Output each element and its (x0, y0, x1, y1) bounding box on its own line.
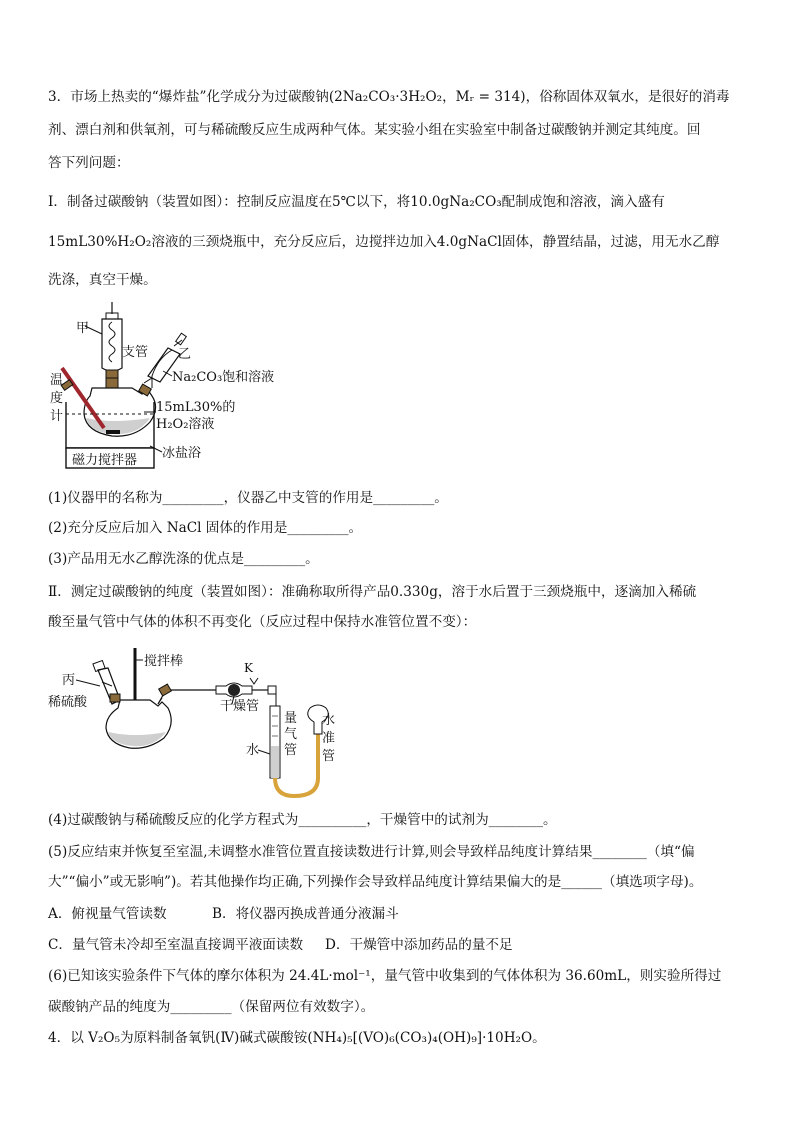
label-acid: 稀硫酸 (48, 695, 88, 710)
label-level-2: 准 (322, 731, 336, 746)
question-4: (4)过碳酸钠与稀硫酸反应的化学方程式为__________，干燥管中的试剂为________。 (48, 812, 557, 828)
label-level-3: 管 (322, 749, 336, 764)
question-4-header: 4．以 V₂O₅为原料制备氧钒(Ⅳ)碱式碳酸铵(NH₄)₅[(VO)₆(CO₃)₄(OH)₉]·10H₂O。 (48, 1030, 546, 1046)
q3-intro-line-1: 3．市场上热卖的“爆炸盐”化学成分为过碳酸钠(2Na₂CO₃·3H₂O₂，Mᵣ = 314)，俗称固体双氧水，是很好的消毒 (48, 89, 730, 105)
label-water: 水 (246, 743, 260, 758)
label-level-1: 水 (322, 713, 336, 728)
label-gas-3: 管 (284, 743, 298, 758)
measurement-apparatus-diagram (40, 646, 360, 801)
question-5-line-1: (5)反应结束并恢复至室温,未调整水准管位置直接读数进行计算,则会导致样品纯度计算结果________（填“偏 (48, 844, 695, 860)
part2-line-2: 酸至量气管中气体的体积不再变化（反应过程中保持水准管位置不变）： (48, 614, 477, 630)
part1-line-3: 洗涤，真空干燥。 (48, 272, 157, 288)
question-3: (3)产品用无水乙醇洗涤的优点是_________。 (48, 551, 319, 567)
label-na2co3: Na₂CO₃饱和溶液 (172, 370, 275, 385)
question-6-line-1: (6)已知该实验条件下气体的摩尔体积为 24.4L·mol⁻¹，量气管中收集到的气体体积为 36.60mL，则实验所得过 (48, 968, 722, 984)
option-b: B．将仪器丙换成普通分液漏斗 (212, 906, 399, 922)
label-thermo-1: 温 (50, 373, 64, 388)
label-rod: 搅拌棒 (144, 654, 184, 669)
question-1: (1)仪器甲的名称为_________，仪器乙中支管的作用是_________。 (48, 490, 448, 506)
option-a: A．俯视量气管读数 (48, 906, 167, 922)
part2-line-1: Ⅱ．测定过碳酸钠的纯度（装置如图）：准确称取所得产品0.330g，溶于水后置于三颈烧瓶中，逐滴加入稀硫 (48, 584, 697, 600)
label-h2o2-1: 15mL30%的 (156, 400, 236, 415)
question-2: (2)充分反应后加入 NaCl 固体的作用是_________。 (48, 520, 363, 536)
label-bing: 丙 (62, 673, 76, 688)
label-stirrer: 磁力搅拌器 (72, 453, 138, 468)
label-zhiguan: 支管 (122, 345, 149, 360)
part1-line-2: 15mL30%H₂O₂溶液的三颈烧瓶中，充分反应后，边搅拌边加入4.0gNaCl固体，静置结晶，过滤，用无水乙醇 (48, 234, 720, 250)
part1-line-1: Ⅰ．制备过碳酸钠（装置如图）：控制反应温度在5℃以下，将10.0gNa₂CO₃配制成饱和溶液，滴入盛有 (48, 194, 665, 210)
label-h2o2-2: H₂O₂溶液 (156, 417, 215, 432)
label-k: K (244, 661, 253, 675)
label-gas-2: 气 (284, 727, 298, 742)
label-jia: 甲 (76, 321, 90, 336)
question-6-line-2: 碳酸钠产品的纯度为_________（保留两位有效数字）。 (48, 999, 375, 1015)
option-d: D．干燥管中添加药品的量不足 (325, 937, 513, 953)
label-gas-1: 量 (284, 711, 298, 726)
q3-intro-line-3: 答下列问题： (48, 155, 130, 171)
question-5-line-2: 大”“偏小”或无影响”)。若其他操作均正确,下列操作会导致样品纯度计算结果偏大的是______（填选项字母)。 (48, 874, 703, 890)
option-c: C．量气管未冷却至室温直接调平液面读数 (48, 937, 304, 953)
label-yi: 乙 (178, 347, 192, 362)
preparation-apparatus-diagram (40, 298, 300, 473)
label-thermo-3: 计 (50, 409, 64, 424)
label-dryer: 干燥管 (220, 699, 260, 714)
label-thermo-2: 度 (50, 391, 64, 406)
q3-intro-line-2: 剂、漂白剂和供氧剂，可与稀硫酸反应生成两种气体。某实验小组在实验室中制备过碳酸钠并测定其纯度。回 (48, 122, 701, 138)
label-ice: 冰盐浴 (162, 446, 202, 461)
